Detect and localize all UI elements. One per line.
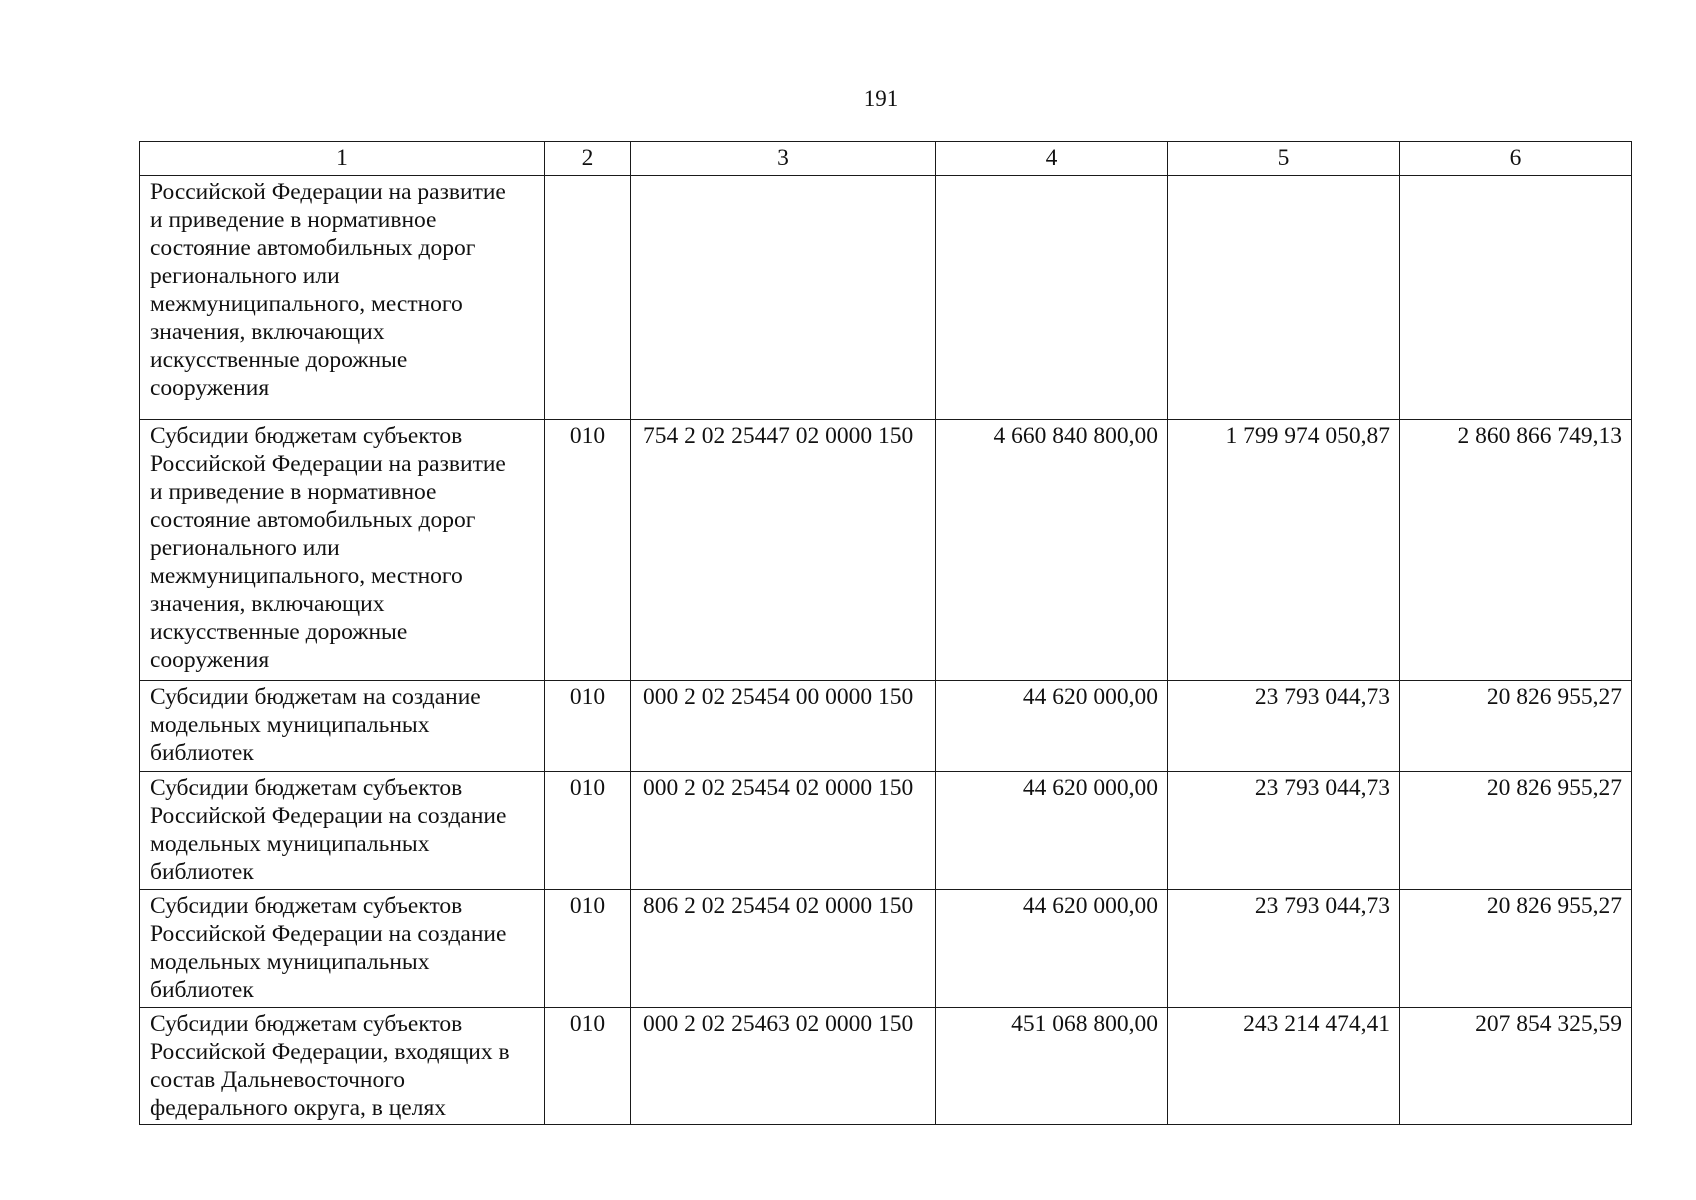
- page-number: 191: [863, 86, 899, 111]
- header-col-2: 2: [545, 142, 631, 176]
- table-row: [140, 772, 1632, 890]
- header-col-4: 4: [936, 142, 1168, 176]
- row-executed-amount-cell: 23 793 044,73: [1168, 681, 1400, 772]
- row-executed-amount-cell: 23 793 044,73: [1168, 890, 1400, 1008]
- row-income-code-cell: 000 2 02 25454 02 0000 150: [631, 772, 936, 890]
- row-executed-amount-cell: 243 214 474,41: [1168, 1008, 1400, 1125]
- row-income-code-cell: 806 2 02 25454 02 0000 150: [631, 890, 936, 1008]
- row-executed-amount-cell: 1 799 974 050,87: [1168, 420, 1400, 681]
- table-body: [140, 176, 1632, 1125]
- header-col-5: 5: [1168, 142, 1400, 176]
- table-row: [140, 1008, 1632, 1125]
- header-row: [140, 142, 1632, 176]
- row-name-cell: Субсидии бюджетам субъектов Российской Федерации на создание модельных муниципальных библиотек: [140, 890, 545, 1008]
- row-line-code-cell: [545, 176, 631, 420]
- row-approved-amount-cell: [936, 176, 1168, 420]
- row-remaining-amount-cell: 2 860 866 749,13: [1400, 420, 1632, 681]
- row-income-code-cell: 754 2 02 25447 02 0000 150: [631, 420, 936, 681]
- row-line-code-cell: 010: [545, 681, 631, 772]
- row-executed-amount-cell: [1168, 176, 1400, 420]
- row-approved-amount-cell: 44 620 000,00: [936, 772, 1168, 890]
- row-line-code-cell: 010: [545, 420, 631, 681]
- row-approved-amount-cell: 44 620 000,00: [936, 890, 1168, 1008]
- table-row: [140, 681, 1632, 772]
- row-name-cell: Субсидии бюджетам на создание модельных муниципальных библиотек: [140, 681, 545, 772]
- table-row: [140, 176, 1632, 420]
- row-name-cell: Субсидии бюджетам субъектов Российской Федерации на развитие и приведение в нормативное состояние автомобильных дорог регионального или межмуниципального, местного значения, включающих искусственные дорожные сооружения: [140, 420, 545, 681]
- row-executed-amount-cell: 23 793 044,73: [1168, 772, 1400, 890]
- table-row: [140, 890, 1632, 1008]
- table-row: [140, 420, 1632, 681]
- row-name-cell: Российской Федерации на развитие и приведение в нормативное состояние автомобильных дорог регионального или межмуниципального, местного значения, включающих искусственные дорожные сооружения: [140, 176, 545, 420]
- budget-table: [139, 141, 1632, 1125]
- row-remaining-amount-cell: [1400, 176, 1632, 420]
- row-line-code-cell: 010: [545, 890, 631, 1008]
- row-approved-amount-cell: 451 068 800,00: [936, 1008, 1168, 1125]
- row-line-code-cell: 010: [545, 1008, 631, 1125]
- row-name-cell: Субсидии бюджетам субъектов Российской Федерации, входящих в состав Дальневосточного федерального округа, в целях: [140, 1008, 545, 1125]
- row-remaining-amount-cell: 20 826 955,27: [1400, 681, 1632, 772]
- header-col-1: 1: [140, 142, 545, 176]
- row-line-code-cell: 010: [545, 772, 631, 890]
- row-income-code-cell: 000 2 02 25463 02 0000 150: [631, 1008, 936, 1125]
- row-remaining-amount-cell: 207 854 325,59: [1400, 1008, 1632, 1125]
- row-approved-amount-cell: 4 660 840 800,00: [936, 420, 1168, 681]
- header-col-6: 6: [1400, 142, 1632, 176]
- row-name-cell: Субсидии бюджетам субъектов Российской Федерации на создание модельных муниципальных библиотек: [140, 772, 545, 890]
- table-header: [140, 142, 1632, 176]
- row-income-code-cell: 000 2 02 25454 00 0000 150: [631, 681, 936, 772]
- row-income-code-cell: [631, 176, 936, 420]
- row-approved-amount-cell: 44 620 000,00: [936, 681, 1168, 772]
- header-col-3: 3: [631, 142, 936, 176]
- row-remaining-amount-cell: 20 826 955,27: [1400, 772, 1632, 890]
- row-remaining-amount-cell: 20 826 955,27: [1400, 890, 1632, 1008]
